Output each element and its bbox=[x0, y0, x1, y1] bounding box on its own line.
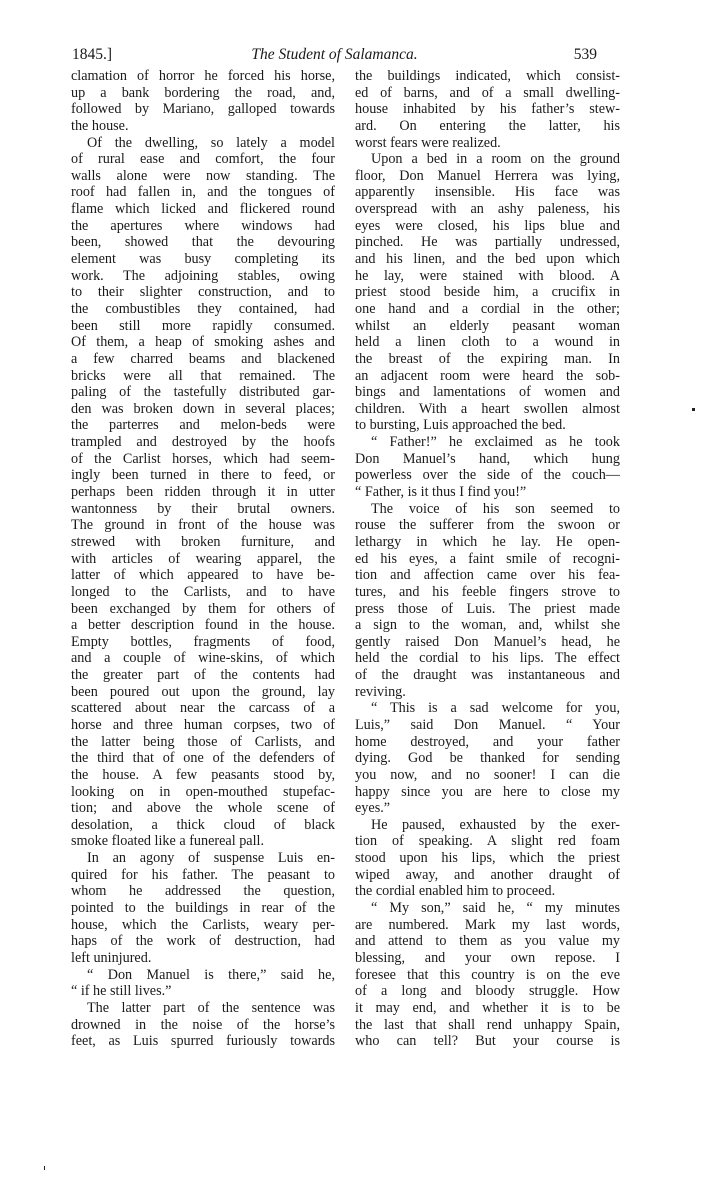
text-line: tion; and above the whole scene of bbox=[71, 800, 335, 817]
text-line: Of the dwelling, so lately a model bbox=[87, 134, 335, 151]
text-line: of rural ease and comfort, the four bbox=[71, 151, 335, 168]
text-line: the parterres and melon-beds were bbox=[71, 417, 335, 434]
text-line: paling of the tastefully distributed gar- bbox=[71, 384, 335, 401]
text-line: smoke floated like a funereal pall. bbox=[71, 833, 265, 850]
text-line: “ Don Manuel is there,” said he, bbox=[87, 966, 335, 983]
text-line: walls alone were now standing. The bbox=[71, 167, 335, 184]
running-title: The Student of Salamanca. bbox=[251, 46, 418, 63]
text-line: whilst an elderly peasant woman bbox=[355, 317, 620, 334]
text-line: foresee that this country is on the eve bbox=[355, 966, 620, 983]
text-line: the cordial enabled him to proceed. bbox=[355, 883, 556, 900]
text-line: drowned in the noise of the horse’s bbox=[71, 1016, 335, 1033]
text-line: ingly been turned in there to feed, or bbox=[71, 467, 335, 484]
text-line: and attend to them as you value my bbox=[355, 933, 620, 950]
text-line: ed of barns, and of a small dwelling- bbox=[355, 84, 620, 101]
text-line: Luis,” said Don Manuel. “ Your bbox=[355, 716, 620, 733]
text-line: and his linen, and the bed upon which bbox=[355, 251, 620, 268]
text-line: whom he addressed the question, bbox=[71, 883, 335, 900]
text-line: been, showed that the devouring bbox=[71, 234, 335, 251]
text-line: to their slighter construction, and to bbox=[71, 284, 335, 301]
text-line: house inhabited by his father’s stew- bbox=[355, 101, 620, 118]
text-line: the third that of one of the defenders of bbox=[71, 750, 335, 767]
text-line: you now, and no sooner! I can die bbox=[355, 766, 620, 783]
text-line: are numbered. Mark my last words, bbox=[355, 916, 620, 933]
text-line: work. The adjoining stables, owing bbox=[71, 267, 335, 284]
text-line: Upon a bed in a room on the ground bbox=[371, 151, 620, 168]
text-line: scattered about near the carcass of a bbox=[71, 700, 335, 717]
text-line: tures, and his feeble fingers strove to bbox=[355, 583, 620, 600]
text-line: of a long and bloody struggle. How bbox=[355, 983, 620, 1000]
text-line: reviving. bbox=[355, 683, 406, 700]
text-line: tion of speaking. A slight red foam bbox=[355, 833, 620, 850]
text-line: strewed with broken furniture, and bbox=[71, 533, 335, 550]
text-line: the latter being those of Carlists, and bbox=[71, 733, 335, 750]
text-line: wantonness by their brutal owners. bbox=[71, 500, 335, 517]
text-line: the combustibles they contained, had bbox=[71, 300, 335, 317]
text-line: of the draught was instantaneous and bbox=[355, 667, 620, 684]
text-line: lethargy in which he lay. He open- bbox=[355, 533, 620, 550]
text-line: The voice of his son seemed to bbox=[371, 500, 620, 517]
text-line: dying. God be thanked for sending bbox=[355, 750, 620, 767]
text-line: and a couple of wine-skins, of which bbox=[71, 650, 335, 667]
text-line: latter of which appeared to have be- bbox=[71, 567, 335, 584]
text-line: flame which licked and flickered round bbox=[71, 201, 335, 218]
text-line: den was broken down in several places; bbox=[71, 400, 335, 417]
text-line: an adjacent room were heard the sob- bbox=[355, 367, 620, 384]
text-line: a better description found in the house. bbox=[71, 617, 335, 634]
scan-speck bbox=[692, 408, 695, 411]
text-line: happy since you are here to close my bbox=[355, 783, 620, 800]
left-text-column bbox=[71, 68, 335, 1050]
text-line: a sign to the woman, and, whilst she bbox=[355, 617, 620, 634]
text-line: “ if he still lives.” bbox=[71, 983, 172, 1000]
text-line: to bursting, Luis approached the bed. bbox=[355, 417, 566, 434]
text-line: Of them, a heap of smoking ashes and bbox=[71, 334, 335, 351]
text-line: stood upon his lips, which the priest bbox=[355, 850, 620, 867]
text-line: pointed to the buildings in rear of the bbox=[71, 900, 335, 917]
text-line: Empty bottles, fragments of food, bbox=[71, 633, 335, 650]
text-line: the house. A few peasants stood by, bbox=[71, 766, 335, 783]
text-line: left uninjured. bbox=[71, 949, 152, 966]
text-line: the greater part of the contents had bbox=[71, 667, 335, 684]
text-line: “ Father, is it thus I find you!” bbox=[355, 484, 527, 501]
text-line: perhaps been ridden through it in utter bbox=[71, 484, 335, 501]
text-line: rouse the sufferer from the swoon or bbox=[355, 517, 620, 534]
text-line: trampled and destroyed by the hoofs bbox=[71, 434, 335, 451]
text-line: ard. On entering the latter, his bbox=[355, 117, 620, 134]
text-line: press those of Luis. The priest made bbox=[355, 600, 620, 617]
text-line: floor, Don Manuel Herrera was lying, bbox=[355, 167, 620, 184]
text-line: been poured out upon the ground, lay bbox=[71, 683, 335, 700]
text-line: pinched. He was partially undressed, bbox=[355, 234, 620, 251]
text-line: of the Carlist horses, which had seem- bbox=[71, 450, 335, 467]
text-line: horse and three human corpses, two of bbox=[71, 716, 335, 733]
text-line: “ This is a sad welcome for you, bbox=[371, 700, 620, 717]
text-line: eyes.” bbox=[355, 800, 391, 817]
text-line: followed by Mariano, galloped towards bbox=[71, 101, 335, 118]
text-line: house, which the Carlists, weary per- bbox=[71, 916, 335, 933]
text-line: quired for his father. The peasant to bbox=[71, 866, 335, 883]
text-line: with articles of wearing apparel, the bbox=[71, 550, 335, 567]
text-line: “ My son,” said he, “ my minutes bbox=[371, 900, 620, 917]
text-line: blessing, and your own repose. I bbox=[355, 949, 620, 966]
text-line: been exchanged by them for others of bbox=[71, 600, 335, 617]
text-line: overspread with an ashy paleness, his bbox=[355, 201, 620, 218]
text-line: eyes were closed, his lips blue and bbox=[355, 217, 620, 234]
text-line: powerless over the side of the couch— bbox=[355, 467, 620, 484]
page-number: 539 bbox=[573, 46, 597, 63]
text-line: looking on in open-mouthed stupefac- bbox=[71, 783, 335, 800]
text-line: worst fears were realized. bbox=[355, 134, 501, 151]
text-line: the breast of the expiring man. In bbox=[355, 350, 620, 367]
text-line: priest stood beside him, a crucifix in bbox=[355, 284, 620, 301]
text-line: The ground in front of the house was bbox=[71, 517, 335, 534]
text-line: the house. bbox=[71, 117, 129, 134]
text-line: held a linen cloth to a wound in bbox=[355, 334, 620, 351]
text-line: roof had fallen in, and the tongues of bbox=[71, 184, 335, 201]
text-line: gently raised Don Manuel’s head, he bbox=[355, 633, 620, 650]
text-line: wiped away, and another draught of bbox=[355, 866, 620, 883]
text-line: apparently insensible. His face was bbox=[355, 184, 620, 201]
text-line: He paused, exhausted by the exer- bbox=[371, 816, 620, 833]
text-line: the last that shall rend unhappy Spain, bbox=[355, 1016, 620, 1033]
text-line: bricks were all that remained. The bbox=[71, 367, 335, 384]
text-line: feet, as Luis spurred furiously towards bbox=[71, 1033, 335, 1050]
text-line: desolation, a thick cloud of black bbox=[71, 816, 335, 833]
text-line: home destroyed, and your father bbox=[355, 733, 620, 750]
text-line: he lay, were stained with blood. A bbox=[355, 267, 620, 284]
text-line: longed to the Carlists, and to have bbox=[71, 583, 335, 600]
text-line: The latter part of the sentence was bbox=[87, 999, 335, 1016]
text-line: the buildings indicated, which consist- bbox=[355, 68, 620, 84]
text-line: Don Manuel’s hand, which hung bbox=[355, 450, 620, 467]
text-line: haps of the work of destruction, had bbox=[71, 933, 335, 950]
scan-speck bbox=[44, 1166, 45, 1170]
text-line: In an agony of suspense Luis en- bbox=[87, 850, 335, 867]
text-line: it may end, and whether it is to be bbox=[355, 999, 620, 1016]
text-line: who can tell? But your course is bbox=[355, 1033, 620, 1050]
text-line: “ Father!” he exclaimed as he took bbox=[371, 434, 620, 451]
text-line: children. With a heart swollen almost bbox=[355, 400, 620, 417]
text-line: been still more rapidly consumed. bbox=[71, 317, 335, 334]
text-line: element was busy completing its bbox=[71, 251, 335, 268]
text-line: the apertures where windows had bbox=[71, 217, 335, 234]
text-line: tion and affection came over his fea- bbox=[355, 567, 620, 584]
running-header bbox=[72, 46, 597, 68]
text-line: held the cordial to his lips. The effect bbox=[355, 650, 620, 667]
text-line: ed his eyes, a faint smile of recogni- bbox=[355, 550, 620, 567]
text-line: clamation of horror he forced his horse, bbox=[71, 68, 335, 84]
text-line: up a bank bordering the road, and, bbox=[71, 84, 335, 101]
text-line: a few charred beams and blackened bbox=[71, 350, 335, 367]
text-line: bings and lamentations of women and bbox=[355, 384, 620, 401]
header-year: 1845.] bbox=[72, 46, 113, 63]
text-line: one hand and a cordial in the other; bbox=[355, 300, 620, 317]
right-text-column bbox=[355, 68, 620, 1050]
